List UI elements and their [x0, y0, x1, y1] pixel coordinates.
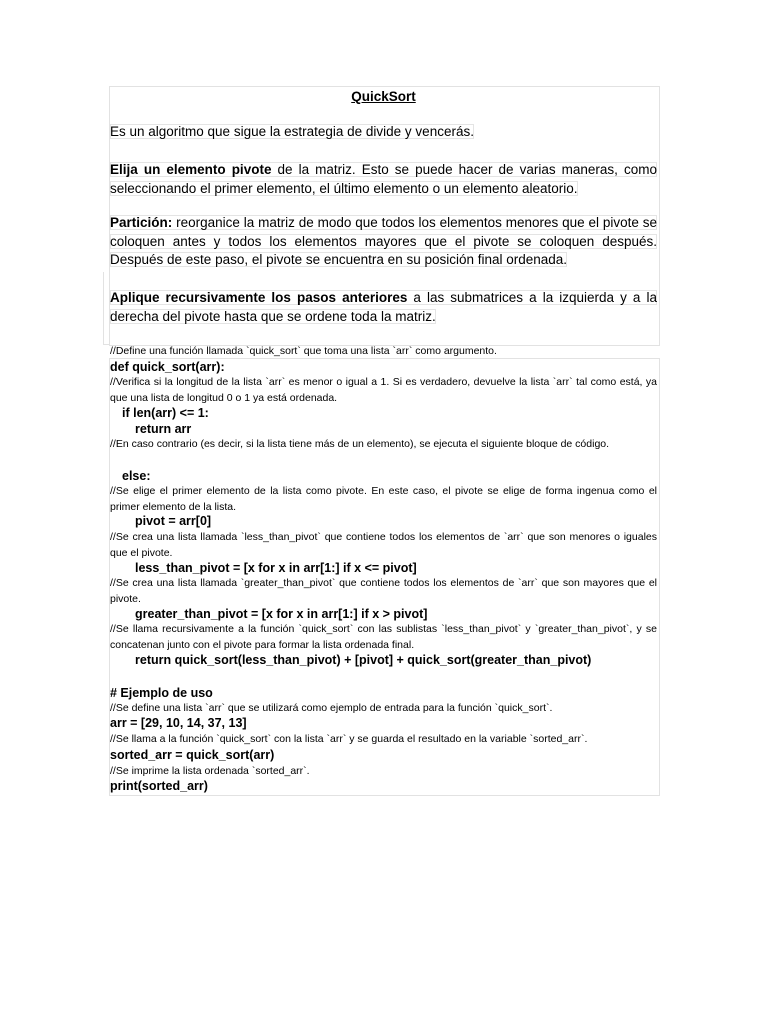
intro-box-side-border: [103, 272, 110, 345]
step-partition-text: reorganice la matriz de modo que todos los elementos menores que el pivote se coloquen antes y todos los elementos mayores que el pivote se coloquen después. Después de este paso, el pivote se encuentra en su posición final ordenada.: [110, 215, 657, 267]
step-pivot-heading: Elija un elemento pivote: [110, 162, 272, 177]
code-comment-print: //Se imprime la lista ordenada `sorted_arr`.: [110, 765, 310, 777]
code-greater-line: greater_than_pivot = [x for x in arr[1:] if x > pivot]: [135, 607, 428, 621]
step-partition-heading: Partición:: [110, 215, 173, 230]
step-recursion-text: a las submatrices a la izquierda y a la derecha del pivote hasta que se ordene toda la matriz.: [110, 290, 657, 324]
code-comment-less: //Se crea una lista llamada `less_than_pivot` que contiene todos los elementos de `arr` que son menores o iguales que el pivote.: [110, 531, 657, 559]
page-title: QuickSort: [351, 89, 416, 104]
code-pivot-line: pivot = arr[0]: [135, 514, 212, 528]
code-comment-check-length: //Verifica si la longitud de la lista `arr` es menor o igual a 1. Si es verdadero, devuelve la lista `arr` tal como está, ya que una lista de longitud 0 o 1 ya está ordenada.: [110, 376, 657, 404]
intro-paragraph: [110, 123, 657, 142]
step-partition-paragraph: [110, 214, 657, 270]
code-if-line: if len(arr) <= 1:: [122, 406, 209, 420]
code-less-line: less_than_pivot = [x for x in arr[1:] if x <= pivot]: [135, 561, 417, 575]
code-print-line: print(sorted_arr): [110, 779, 208, 793]
code-comment-recursion: //Se llama recursivamente a la función `quick_sort` con las sublistas `less_than_pivot` y `greater_than_pivot`, y se concatenan junto con el pivote para formar la lista ordenada final.: [110, 623, 657, 651]
code-comment-else: //En caso contrario (es decir, si la lista tiene más de un elemento), se ejecuta el siguiente bloque de código.: [110, 438, 610, 450]
code-example-heading: # Ejemplo de uso: [110, 686, 213, 700]
code-sorted-line: sorted_arr = quick_sort(arr): [110, 748, 275, 762]
code-comment-arr: //Se define una lista `arr` que se utilizará como ejemplo de entrada para la función `quick_sort`.: [110, 702, 553, 714]
code-else-line: else:: [122, 469, 151, 483]
step-pivot-highlight: [110, 162, 657, 196]
step-pivot-paragraph: [110, 161, 657, 198]
step-recursion-heading: Aplique recursivamente los pasos anteriores: [110, 290, 408, 305]
code-def-line: def quick_sort(arr):: [110, 360, 225, 374]
code-return-line: return quick_sort(less_than_pivot) + [pivot] + quick_sort(greater_than_pivot): [135, 653, 592, 667]
code-comment-pivot: //Se elige el primer elemento de la lista como pivote. En este caso, el pivote se elige de forma ingenua como el primer elemento de la lista.: [110, 485, 657, 513]
step-partition-highlight: [110, 215, 657, 267]
code-comment-greater: //Se crea una lista llamada `greater_than_pivot` que contiene todos los elementos de `arr` que son mayores que el pivote.: [110, 577, 657, 605]
code-return-arr-line: return arr: [135, 422, 192, 436]
step-pivot-text: de la matriz. Esto se puede hacer de varias maneras, como seleccionando el primer elemento, el último elemento o un elemento aleatorio.: [110, 162, 657, 196]
step-recursion-highlight: [110, 290, 657, 324]
code-arr-line: arr = [29, 10, 14, 37, 13]: [110, 716, 247, 730]
code-comment-define: //Define una función llamada `quick_sort` que toma una lista `arr` como argumento.: [110, 345, 497, 357]
step-recursion-paragraph: [110, 289, 657, 326]
intro-text: Es un algoritmo que sigue la estrategia de divide y vencerás.: [110, 124, 474, 139]
code-comment-call: //Se llama a la función `quick_sort` con la lista `arr` y se guarda el resultado en la variable `sorted_arr`.: [110, 733, 588, 745]
